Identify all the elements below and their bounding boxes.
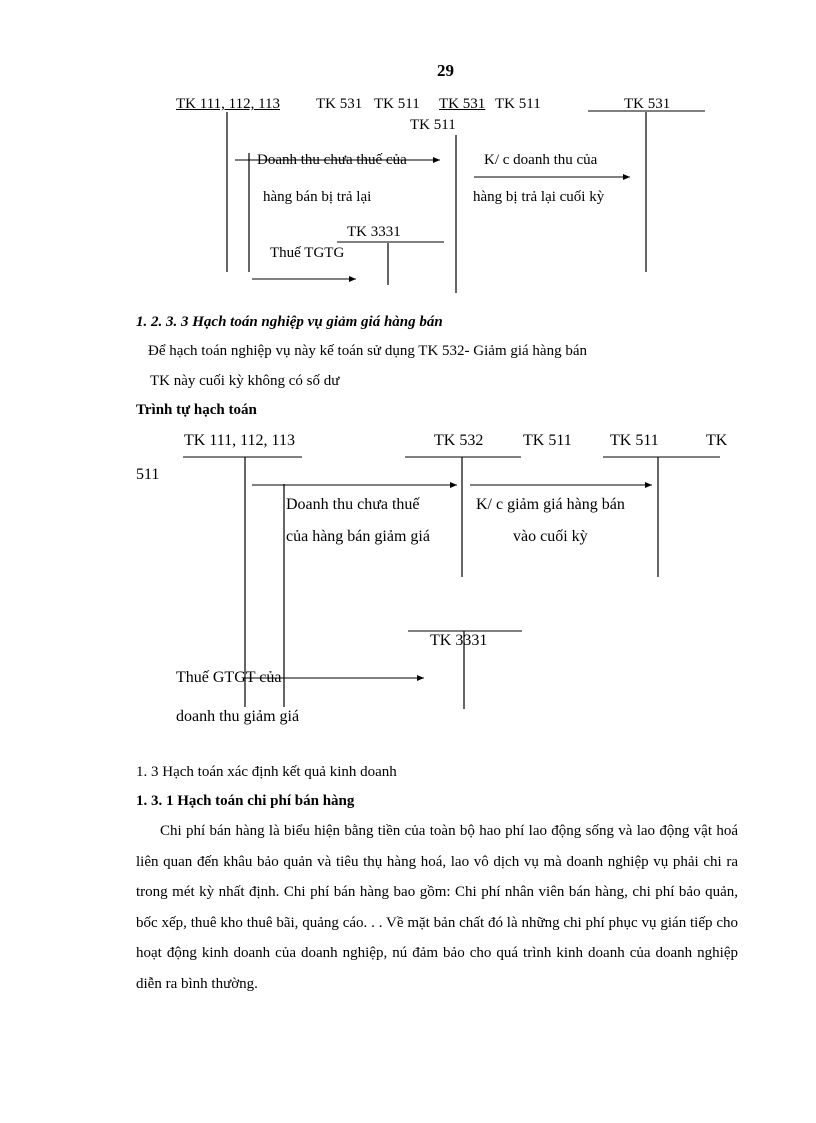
d1-header-tk511a: TK 511 [374, 96, 420, 112]
section-1233-heading: 1. 2. 3. 3 Hạch toán nghiệp vụ giảm giá hàng bán [136, 314, 443, 330]
d1-right-note-1: K/ c doanh thu của [484, 152, 598, 168]
section-1233-line1: Để hạch toán nghiệp vụ này kế toán sử dụng TK 532- Giảm giá hàng bán [148, 343, 587, 359]
d1-header-tk531c: TK 531 [624, 96, 671, 112]
d2-left-note-2: của hàng bán giảm giá [286, 528, 430, 545]
d2-tax-note-1: Thuế GTGT của [176, 669, 282, 686]
d1-tax-account: TK 3331 [347, 224, 401, 240]
d2-header-tk111: TK 111, 112, 113 [184, 432, 295, 449]
d1-header-tk511b: TK 511 [495, 96, 541, 112]
d2-right-note-1: K/ c giảm giá hàng bán [476, 496, 625, 513]
d1-tax-note: Thuế TGTG [270, 245, 345, 261]
d1-right-note-2: hàng bị trả lại cuối kỳ [473, 189, 605, 205]
d1-header-tk531b: TK 531 [439, 96, 486, 112]
d2-right-note-2: vào cuối kỳ [513, 528, 588, 545]
d2-header-tk511b: TK 511 [610, 432, 659, 449]
d2-tax-account: TK 3331 [430, 632, 488, 649]
d2-header-tk532: TK 532 [434, 432, 484, 449]
page-number: 29 [437, 61, 454, 80]
d2-header-tk: TK [706, 432, 728, 449]
d1-left-note-1: Doanh thu chưa thuế của [257, 152, 407, 168]
d2-header-511: 511 [136, 466, 160, 483]
section-131-paragraph: Chi phí bán hàng là biểu hiện bằng tiền của toàn bộ hao phí lao động sống và lao động vật hoá liên quan đến khâu bảo quản và tiêu thụ hàng hoá, lao vô dịch vụ mà doanh nghiệp vụ phải chi ra trong mét kỳ nhất định. Chi phí bán hàng bao gồm: Chi phí nhân viên bán hàng, chi phí bảo quản, bốc xếp, thuê kho thuê bãi, quảng cáo. . . Về mặt bản chất đó là những chi phí phục vụ gián tiếp cho hoạt động kinh doanh của doanh nghiệp, nú đảm bảo cho quá trình kinh doanh của doanh nghiệp diễn ra bình thường. [136, 823, 738, 992]
d1-left-note-2: hàng bán bị trả lại [263, 189, 372, 205]
d1-subheader-tk511: TK 511 [410, 117, 456, 133]
section-131-heading: 1. 3. 1 Hạch toán chi phí bán hàng [136, 793, 355, 809]
d2-tax-note-2: doanh thu giảm giá [176, 708, 300, 725]
section-1233-line2: TK này cuối kỳ không có số dư [150, 373, 340, 389]
d1-header-tk531a: TK 531 [316, 96, 363, 112]
section-13-heading: 1. 3 Hạch toán xác định kết quả kinh doanh [136, 764, 397, 780]
d2-left-note-1: Doanh thu chưa thuế [286, 496, 420, 513]
d1-header-tk111: TK 111, 112, 113 [176, 96, 281, 112]
procedure-title: Trình tự hạch toán [136, 402, 257, 418]
d2-header-tk511a: TK 511 [523, 432, 572, 449]
